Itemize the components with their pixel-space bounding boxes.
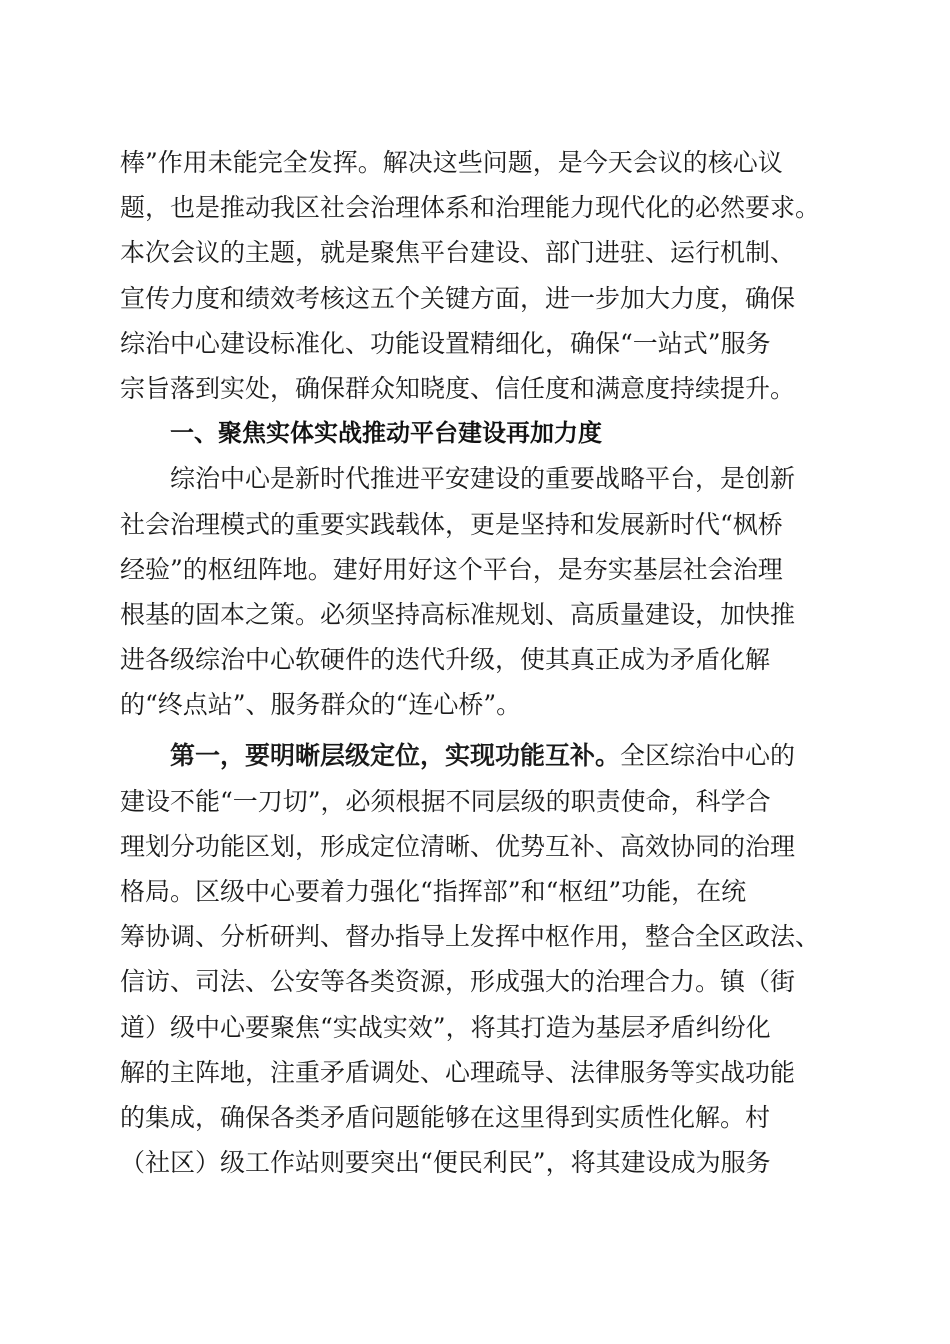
body-line: 题，也是推动我区社会治理体系和治理能力现代化的必然要求。: [120, 193, 821, 223]
body-line: 综治中心是新时代推进平安建设的重要战略平台，是创新: [170, 464, 796, 494]
point-one-lead: 第一，要明晰层级定位，实现功能互补。: [170, 741, 621, 771]
document-body: [120, 140, 832, 1185]
body-line: 信访、司法、公安等各类资源，形成强大的治理合力。镇（街: [120, 967, 796, 997]
body-line: 的“终点站”、服务群众的“连心桥”。: [120, 690, 522, 720]
body-line: 本次会议的主题，就是聚焦平台建设、部门进驻、运行机制、: [120, 238, 796, 268]
body-line: 棒”作用未能完全发挥。解决这些问题，是今天会议的核心议: [120, 148, 783, 177]
body-line: 建设不能“一刀切”，必须根据不同层级的职责使命，科学合: [120, 786, 771, 816]
body-line: 筹协调、分析研判、督办指导上发挥中枢作用，整合全区政法、: [120, 922, 821, 952]
body-line: 经验”的枢纽阵地。建好用好这个平台，是夯实基层社会治理: [120, 554, 783, 584]
body-line: （社区）级工作站则要突出“便民利民”，将其建设成为服务: [120, 1148, 771, 1178]
body-line: 格局。区级中心要着力强化“指挥部”和“枢纽”功能，在统: [120, 877, 747, 906]
body-line: 理划分功能区划，形成定位清晰、优势互补、高效协同的治理: [120, 831, 796, 861]
body-line: 宗旨落到实处，确保群众知晓度、信任度和满意度持续提升。: [120, 373, 796, 403]
body-line: 综治中心建设标准化、功能设置精细化，确保“一站式”服务: [120, 328, 771, 358]
point-one-first-line: [120, 733, 832, 778]
body-line: 社会治理模式的重要实践载体，更是坚持和发展新时代“枫桥: [120, 509, 783, 539]
body-line: 解的主阵地，注重矛盾调处、心理疏导、法律服务等实战功能: [120, 1057, 796, 1087]
section-heading: 一、聚焦实体实战推动平台建设再加力度: [170, 419, 602, 448]
body-line: 宣传力度和绩效考核这五个关键方面，进一步加大力度，确保: [120, 283, 796, 313]
point-one-rest: 全区综治中心的: [620, 741, 796, 771]
body-line: 根基的固本之策。必须坚持高标准规划、高质量建设，加快推: [120, 599, 796, 629]
body-line: 进各级综治中心软硬件的迭代升级，使其真正成为矛盾化解: [120, 645, 771, 675]
body-line: 的集成，确保各类矛盾问题能够在这里得到实质性化解。村: [120, 1102, 771, 1132]
body-line: 道）级中心要聚焦“实战实效”，将其打造为基层矛盾纠纷化: [120, 1012, 771, 1042]
